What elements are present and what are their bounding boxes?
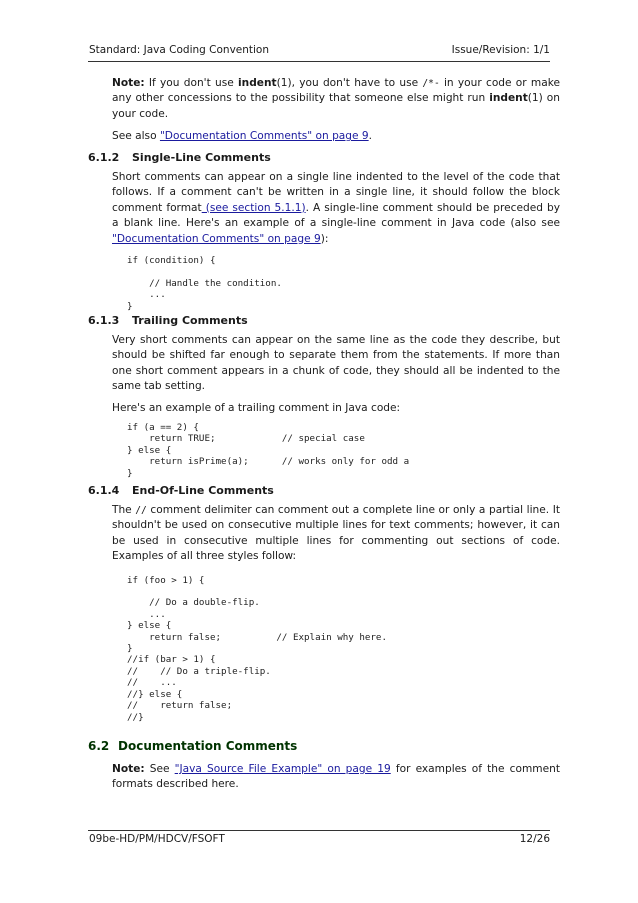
header-divider: [88, 61, 550, 62]
footer-divider: [88, 830, 550, 831]
section-heading: 6.2 Documentation Comments: [88, 739, 298, 753]
intro-block: [112, 76, 560, 152]
header-document-title: Standard: Java Coding Convention: [89, 44, 270, 56]
section-6-2: [88, 739, 560, 793]
section-6-1-3: [88, 314, 560, 479]
section-heading: 6.1.3 Trailing Comments: [88, 314, 248, 327]
page-header: [89, 44, 550, 56]
section-6-1-2: [88, 151, 560, 312]
section-paragraph: Short comments can appear on a single line indented to the level of the code that follows. If a comment can't be written in a single line, it should follow the block comment format (see section 5.1.1). A single-line comment should be preceded by a blank line. Here's an example of a single-line comment in Java code (also see "Documentation Comments" on page 9):: [112, 171, 560, 245]
note-label: Note:: [112, 77, 145, 89]
documentation-comments-link[interactable]: "Documentation Comments" on page 9: [112, 232, 321, 245]
code-example: if (a == 2) { return TRUE; // special case } else { return isPrime(a); // works only for odd a }: [127, 422, 410, 479]
section-paragraph: Note: See "Java Source File Example" on page 19 for examples of the comment formats described here.: [112, 763, 560, 791]
section-heading: 6.1.4 End-Of-Line Comments: [88, 484, 274, 497]
see-also: See also "Documentation Comments" on page 9.: [112, 130, 373, 143]
intro-note: Note: If you don't use indent(1), you don't have to use /*- in your code or make any other concessions to the possibility that someone else might run indent(1) on your code.: [112, 77, 561, 120]
page-number: 12/26: [519, 833, 550, 845]
section-heading: 6.1.2 Single-Line Comments: [88, 151, 271, 164]
documentation-comments-link[interactable]: "Documentation Comments" on page 9: [159, 130, 369, 143]
section-paragraph: Here's an example of a trailing comment in Java code:: [112, 401, 401, 414]
inline-code: /*-: [422, 78, 440, 89]
indent-keyword: indent: [238, 77, 277, 89]
footer-document-id: 09be-HD/PM/HDCV/FSOFT: [89, 833, 225, 845]
section-6-1-4: [88, 484, 560, 723]
section-paragraph: Very short comments can appear on the same line as the code they describe, but should be shifted far enough to separate them from the statements. If more than one short comment appears in a chunk of code, they should all be indented to the same tab setting.: [112, 334, 560, 393]
note-label: Note:: [112, 763, 145, 775]
code-example: if (foo > 1) { // Do a double-flip. ... } else { return false; // Explain why here. } //if (bar > 1) { // // Do a triple-flip. // ... //} else { // return false; //}: [127, 574, 387, 723]
header-revision: Issue/Revision: 1/1: [451, 44, 550, 56]
section-5-1-1-link[interactable]: (see section 5.1.1): [201, 201, 306, 214]
inline-code: //: [135, 505, 147, 516]
indent-keyword: indent: [489, 92, 528, 105]
section-paragraph: The // comment delimiter can comment out a complete line or only a partial line. It shouldn't be used on consecutive multiple lines for text comments; however, it can be used in consecutive multiple lines for commenting out sections of code. Examples of all three styles follow:: [112, 504, 560, 563]
java-source-file-example-link[interactable]: "Java Source File Example" on page 19: [174, 763, 391, 775]
code-example: if (condition) { // Handle the condition. ... }: [127, 255, 282, 312]
page-footer: [89, 833, 550, 845]
